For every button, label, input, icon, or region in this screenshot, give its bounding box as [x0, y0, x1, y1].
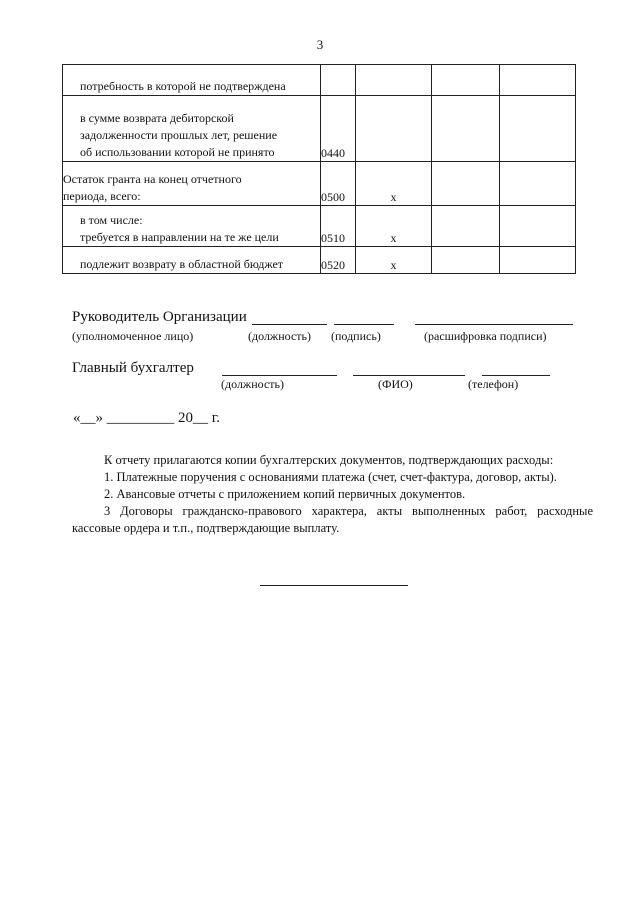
table-row: [63, 96, 576, 162]
attachment-item-3: 3 Договоры гражданско-правового характера, акты выполненных работ, расходные: [104, 504, 593, 518]
row-label: Остаток гранта на конец отчетного периода, всего:: [63, 162, 321, 206]
label-position: (должность): [248, 329, 311, 343]
accountant-title: Главный бухгалтер: [72, 360, 194, 376]
row-code: 0440: [321, 96, 356, 162]
row-code: [321, 65, 356, 96]
label-signature: (подпись): [331, 329, 381, 343]
table-cell: [432, 206, 500, 247]
end-separator-line: [260, 585, 408, 586]
table-cell: [432, 96, 500, 162]
table-cell: [432, 162, 500, 206]
row-label: подлежит возврату в областной бюджет: [63, 247, 321, 274]
table-cell: [500, 96, 576, 162]
row-label: в том числе: требуется в направлении на те же цели: [63, 206, 321, 247]
date-line: «__» _________ 20__ г.: [73, 410, 220, 426]
table-row: [63, 206, 576, 247]
row-value: [356, 65, 432, 96]
label-accountant-phone: (телефон): [468, 377, 519, 391]
table-cell: [500, 65, 576, 96]
head-title: Руководитель Организации: [72, 309, 247, 325]
position-line: [252, 324, 327, 325]
row-label: потребность в которой не подтверждена: [63, 65, 321, 96]
table-cell: [432, 65, 500, 96]
table-cell: [500, 247, 576, 274]
row-value: x: [356, 162, 432, 206]
row-code: 0500: [321, 162, 356, 206]
label-name-decoding: (расшифровка подписи): [424, 329, 547, 343]
row-value: x: [356, 206, 432, 247]
attachments-intro: К отчету прилагаются копии бухгалтерских документов, подтверждающих расходы:: [104, 453, 554, 467]
label-accountant-position: (должность): [221, 377, 284, 391]
row-value: [356, 96, 432, 162]
attachment-item-1: 1. Платежные поручения с основаниями платежа (счет, счет-фактура, договор, акты).: [104, 470, 557, 484]
accountant-phone-line: [482, 375, 550, 376]
table-row: [63, 65, 576, 96]
row-value: x: [356, 247, 432, 274]
row-code: 0520: [321, 247, 356, 274]
attachment-item-2: 2. Авансовые отчеты с приложением копий первичных документов.: [104, 487, 466, 501]
signature-line: [334, 324, 394, 325]
label-accountant-name: (ФИО): [378, 377, 413, 391]
head-subtitle: (уполномоченное лицо): [72, 329, 194, 343]
table-row: [63, 162, 576, 206]
row-code: 0510: [321, 206, 356, 247]
accountant-name-line: [353, 375, 465, 376]
table-cell: [432, 247, 500, 274]
table-cell: [500, 206, 576, 247]
name-decoding-line: [415, 324, 573, 325]
row-label: в сумме возврата дебиторской задолженности прошлых лет, решение об использовании которой не принято: [63, 96, 321, 162]
attachment-item-3-cont: кассовые ордера и т.п., подтверждающие выплату.: [72, 521, 340, 535]
table-cell: [500, 162, 576, 206]
report-table: [62, 64, 576, 274]
page-number: 3: [316, 37, 324, 52]
table-row: [63, 247, 576, 274]
accountant-position-line: [222, 375, 337, 376]
